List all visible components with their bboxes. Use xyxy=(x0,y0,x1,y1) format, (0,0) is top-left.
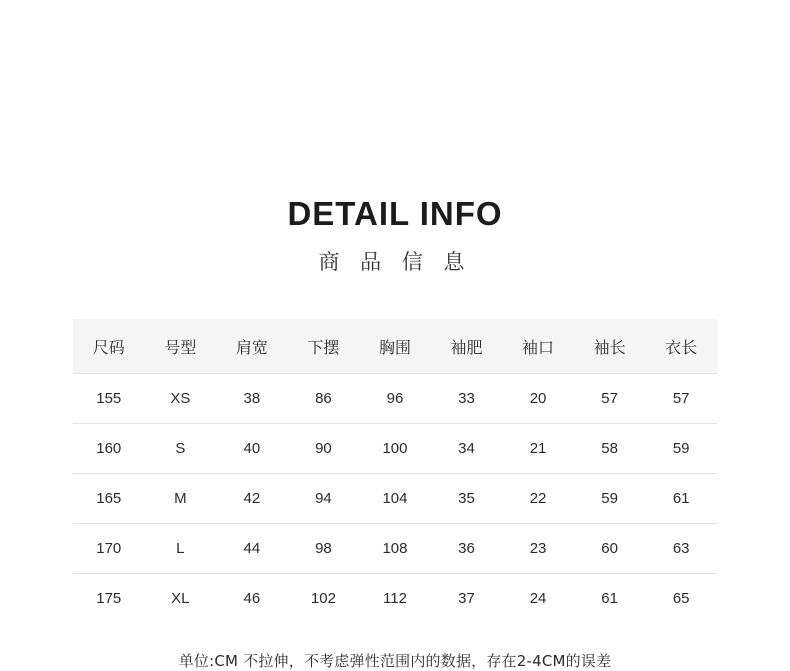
table-cell: 60 xyxy=(574,524,646,574)
table-cell: 170 xyxy=(73,524,145,574)
column-header: 袖长 xyxy=(574,319,646,374)
table-cell: 21 xyxy=(502,424,574,474)
table-cell: XS xyxy=(145,374,217,424)
table-cell: 57 xyxy=(574,374,646,424)
size-table xyxy=(73,319,717,623)
table-cell: 98 xyxy=(288,524,360,574)
table-cell: 100 xyxy=(359,424,431,474)
size-table-body xyxy=(73,374,717,624)
table-cell: 155 xyxy=(73,374,145,424)
table-cell: XL xyxy=(145,574,217,624)
column-header: 尺码 xyxy=(73,319,145,374)
table-cell: 20 xyxy=(502,374,574,424)
table-cell: 23 xyxy=(502,524,574,574)
size-table-wrapper xyxy=(73,319,717,623)
column-header: 袖口 xyxy=(502,319,574,374)
table-cell: 86 xyxy=(288,374,360,424)
table-cell: 59 xyxy=(574,474,646,524)
table-cell: 160 xyxy=(73,424,145,474)
table-cell: 112 xyxy=(359,574,431,624)
table-cell: 96 xyxy=(359,374,431,424)
column-header: 衣长 xyxy=(645,319,717,374)
table-cell: 46 xyxy=(216,574,288,624)
table-cell: 38 xyxy=(216,374,288,424)
column-header: 胸围 xyxy=(359,319,431,374)
table-cell: S xyxy=(145,424,217,474)
table-cell: 57 xyxy=(645,374,717,424)
page-title-en: DETAIL INFO xyxy=(287,195,503,232)
table-cell: L xyxy=(145,524,217,574)
size-table-head xyxy=(73,319,717,374)
table-cell: 34 xyxy=(431,424,503,474)
table-header-row xyxy=(73,319,717,374)
column-header: 号型 xyxy=(145,319,217,374)
table-cell: 24 xyxy=(502,574,574,624)
table-cell: 94 xyxy=(288,474,360,524)
table-cell: 58 xyxy=(574,424,646,474)
table-cell: 175 xyxy=(73,574,145,624)
table-cell: 61 xyxy=(645,474,717,524)
table-cell: 65 xyxy=(645,574,717,624)
table-cell: 40 xyxy=(216,424,288,474)
table-cell: 108 xyxy=(359,524,431,574)
table-row xyxy=(73,574,717,624)
column-header: 下摆 xyxy=(288,319,360,374)
table-cell: M xyxy=(145,474,217,524)
table-cell: 104 xyxy=(359,474,431,524)
table-cell: 61 xyxy=(574,574,646,624)
table-row xyxy=(73,374,717,424)
measurement-note: 单位:CM 不拉伸，不考虑弹性范围内的数据，存在2-4CM的误差 xyxy=(178,652,612,671)
table-cell: 37 xyxy=(431,574,503,624)
page-title-cn: 商 品 信 息 xyxy=(318,250,472,275)
column-header: 袖肥 xyxy=(431,319,503,374)
table-cell: 22 xyxy=(502,474,574,524)
table-cell: 63 xyxy=(645,524,717,574)
column-header: 肩宽 xyxy=(216,319,288,374)
table-cell: 59 xyxy=(645,424,717,474)
table-cell: 33 xyxy=(431,374,503,424)
table-cell: 35 xyxy=(431,474,503,524)
table-row xyxy=(73,424,717,474)
table-cell: 102 xyxy=(288,574,360,624)
table-cell: 42 xyxy=(216,474,288,524)
table-cell: 44 xyxy=(216,524,288,574)
table-row xyxy=(73,474,717,524)
table-cell: 90 xyxy=(288,424,360,474)
title-block xyxy=(0,0,790,276)
table-row xyxy=(73,524,717,574)
table-cell: 36 xyxy=(431,524,503,574)
table-cell: 165 xyxy=(73,474,145,524)
